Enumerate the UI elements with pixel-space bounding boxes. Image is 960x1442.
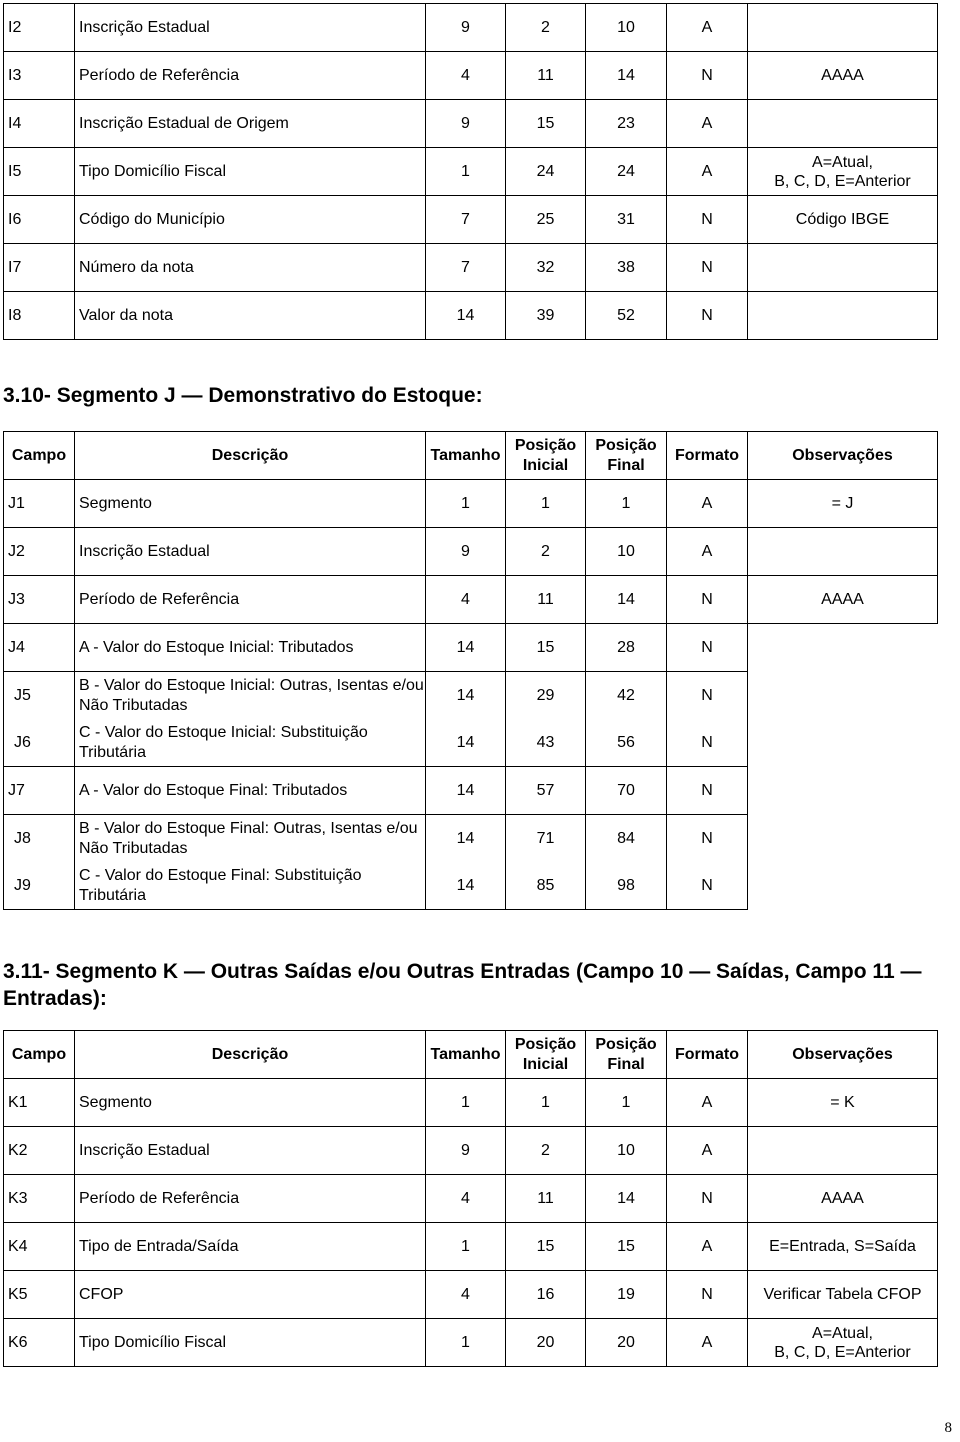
field-description: Valor da nota bbox=[75, 292, 426, 340]
field-size-group bbox=[426, 815, 506, 910]
table-row bbox=[4, 1319, 938, 1367]
field-notes: AAAA bbox=[748, 52, 938, 100]
column-header-posicao-inicial bbox=[506, 1031, 586, 1079]
field-end-position: 52 bbox=[586, 292, 667, 340]
field-size: 9 bbox=[426, 100, 506, 148]
field-start-position: 2 bbox=[506, 1127, 586, 1175]
field-start-position: 2 bbox=[506, 4, 586, 52]
field-code: I5 bbox=[4, 148, 75, 196]
section-heading-segment-j: 3.10- Segmento J — Demonstrativo do Estoque: bbox=[3, 384, 483, 407]
field-start-position: 1 bbox=[506, 1079, 586, 1127]
field-notes: E=Entrada, S=Saída bbox=[748, 1223, 938, 1271]
table-row bbox=[4, 480, 938, 528]
field-notes: AAAA bbox=[748, 1175, 938, 1223]
field-format: N bbox=[701, 686, 713, 704]
field-end-position-group bbox=[586, 815, 667, 910]
field-end-position: 10 bbox=[586, 528, 667, 576]
field-description: Período de Referência bbox=[75, 52, 426, 100]
field-start-position: 16 bbox=[506, 1271, 586, 1319]
field-size: 9 bbox=[426, 1127, 506, 1175]
field-size: 14 bbox=[426, 767, 506, 815]
field-size: 4 bbox=[426, 52, 506, 100]
table-row bbox=[4, 1223, 938, 1271]
field-format: N bbox=[667, 767, 748, 815]
field-description-group bbox=[75, 815, 426, 910]
field-size: 7 bbox=[426, 196, 506, 244]
table-header-row bbox=[4, 432, 938, 480]
column-header-descricao: Descrição bbox=[75, 432, 426, 480]
field-description: C - Valor do Estoque Final: Substituição Tributária bbox=[79, 866, 362, 904]
field-end-position: 10 bbox=[586, 1127, 667, 1175]
table-row-group bbox=[4, 672, 938, 767]
field-start-position: 25 bbox=[506, 196, 586, 244]
field-start-position: 29 bbox=[536, 686, 555, 704]
field-format: N bbox=[701, 829, 713, 847]
field-size: 14 bbox=[426, 292, 506, 340]
field-end-position: 23 bbox=[586, 100, 667, 148]
field-end-position: 20 bbox=[586, 1319, 667, 1367]
field-notes bbox=[748, 528, 938, 576]
column-header-campo: Campo bbox=[4, 1031, 75, 1079]
column-header-posicao-final bbox=[586, 1031, 667, 1079]
field-format: N bbox=[667, 292, 748, 340]
field-format: A bbox=[667, 1127, 748, 1175]
field-code: J3 bbox=[4, 576, 75, 624]
field-format: N bbox=[701, 876, 713, 894]
column-header-observacoes: Observações bbox=[748, 432, 938, 480]
field-code: J1 bbox=[4, 480, 75, 528]
field-size: 4 bbox=[426, 1175, 506, 1223]
field-format: A bbox=[667, 528, 748, 576]
table-row bbox=[4, 1127, 938, 1175]
table-row bbox=[4, 576, 938, 624]
field-code: J6 bbox=[14, 733, 31, 751]
column-header-descricao: Descrição bbox=[75, 1031, 426, 1079]
table-row bbox=[4, 244, 938, 292]
field-size: 14 bbox=[456, 733, 475, 751]
field-notes: = K bbox=[748, 1079, 938, 1127]
column-header-posicao-final bbox=[586, 432, 667, 480]
field-start-position: 11 bbox=[506, 1175, 586, 1223]
column-header-formato: Formato bbox=[667, 432, 748, 480]
table-row bbox=[4, 148, 938, 196]
column-header-tamanho: Tamanho bbox=[426, 1031, 506, 1079]
field-start-position: 57 bbox=[506, 767, 586, 815]
field-description: Inscrição Estadual bbox=[75, 4, 426, 52]
field-notes bbox=[748, 148, 938, 196]
field-end-position: 14 bbox=[586, 52, 667, 100]
field-code-group bbox=[4, 815, 75, 910]
field-start-position: 11 bbox=[506, 576, 586, 624]
field-format: N bbox=[667, 196, 748, 244]
field-notes-line: A=Atual, bbox=[812, 153, 873, 171]
field-code: J9 bbox=[14, 876, 31, 894]
field-description: Segmento bbox=[75, 480, 426, 528]
column-header-tamanho: Tamanho bbox=[426, 432, 506, 480]
field-start-position-group bbox=[506, 815, 586, 910]
table-row bbox=[4, 52, 938, 100]
field-format: A bbox=[667, 148, 748, 196]
field-description: Segmento bbox=[75, 1079, 426, 1127]
header-line: Final bbox=[607, 1055, 645, 1073]
field-code: J2 bbox=[4, 528, 75, 576]
field-size: 4 bbox=[426, 1271, 506, 1319]
field-format-group bbox=[667, 672, 748, 767]
header-line: Posição bbox=[514, 1035, 577, 1053]
field-description: Inscrição Estadual bbox=[75, 528, 426, 576]
field-notes: Verificar Tabela CFOP bbox=[748, 1271, 938, 1319]
field-code: J8 bbox=[14, 829, 31, 847]
field-code: K3 bbox=[4, 1175, 75, 1223]
header-line: Final bbox=[607, 456, 645, 474]
field-format: A bbox=[667, 1223, 748, 1271]
table-row bbox=[4, 624, 938, 672]
field-size: 7 bbox=[426, 244, 506, 292]
field-start-position: 15 bbox=[506, 1223, 586, 1271]
field-code: I4 bbox=[4, 100, 75, 148]
field-start-position: 20 bbox=[506, 1319, 586, 1367]
field-description: Tipo de Entrada/Saída bbox=[75, 1223, 426, 1271]
field-start-position: 85 bbox=[536, 876, 555, 894]
field-code: K1 bbox=[4, 1079, 75, 1127]
field-description: Tipo Domicílio Fiscal bbox=[75, 148, 426, 196]
field-notes: AAAA bbox=[748, 576, 938, 624]
field-code: J4 bbox=[4, 624, 75, 672]
field-notes-empty bbox=[748, 815, 938, 910]
field-start-position: 32 bbox=[506, 244, 586, 292]
field-notes bbox=[748, 767, 938, 815]
table-row bbox=[4, 100, 938, 148]
field-code-group bbox=[4, 672, 75, 767]
field-size: 1 bbox=[426, 480, 506, 528]
field-end-position: 42 bbox=[617, 686, 635, 704]
field-code: K4 bbox=[4, 1223, 75, 1271]
field-size: 14 bbox=[456, 829, 475, 847]
field-end-position-group bbox=[586, 672, 667, 767]
field-code: K2 bbox=[4, 1127, 75, 1175]
table-row bbox=[4, 196, 938, 244]
field-end-position: 15 bbox=[586, 1223, 667, 1271]
field-format: N bbox=[701, 733, 713, 751]
field-size-group bbox=[426, 672, 506, 767]
field-notes bbox=[748, 1127, 938, 1175]
field-notes bbox=[748, 624, 938, 672]
field-start-position: 43 bbox=[536, 733, 555, 751]
field-description: Período de Referência bbox=[75, 576, 426, 624]
field-start-position: 2 bbox=[506, 528, 586, 576]
field-end-position: 14 bbox=[586, 576, 667, 624]
field-end-position: 31 bbox=[586, 196, 667, 244]
field-notes bbox=[748, 1319, 938, 1367]
table-row bbox=[4, 1271, 938, 1319]
field-format: A bbox=[667, 480, 748, 528]
field-notes bbox=[748, 244, 938, 292]
field-format: N bbox=[667, 1271, 748, 1319]
field-description: A - Valor do Estoque Final: Tributados bbox=[75, 767, 426, 815]
field-format: A bbox=[667, 4, 748, 52]
field-start-position-group bbox=[506, 672, 586, 767]
field-notes bbox=[748, 292, 938, 340]
table-header-row bbox=[4, 1031, 938, 1079]
field-notes: = J bbox=[748, 480, 938, 528]
table-row bbox=[4, 1079, 938, 1127]
field-start-position: 15 bbox=[506, 624, 586, 672]
field-format: A bbox=[667, 1319, 748, 1367]
field-end-position: 1 bbox=[586, 480, 667, 528]
field-notes: Código IBGE bbox=[748, 196, 938, 244]
field-end-position: 10 bbox=[586, 4, 667, 52]
segment-j-table bbox=[3, 431, 938, 910]
field-format: N bbox=[667, 624, 748, 672]
field-notes-line: B, C, D, E=Anterior bbox=[774, 172, 911, 190]
field-code: I8 bbox=[4, 292, 75, 340]
section-heading-segment-k: 3.11- Segmento K — Outras Saídas e/ou Outras Entradas (Campo 10 — Saídas, Campo 11 — Entradas): bbox=[3, 960, 922, 1010]
field-end-position: 19 bbox=[586, 1271, 667, 1319]
header-line: Posição bbox=[514, 436, 577, 454]
field-notes bbox=[748, 100, 938, 148]
field-size: 4 bbox=[426, 576, 506, 624]
column-header-campo: Campo bbox=[4, 432, 75, 480]
field-start-position: 39 bbox=[506, 292, 586, 340]
field-size: 9 bbox=[426, 4, 506, 52]
field-size: 14 bbox=[426, 624, 506, 672]
field-start-position: 71 bbox=[536, 829, 555, 847]
field-end-position: 24 bbox=[586, 148, 667, 196]
field-size: 14 bbox=[456, 876, 475, 894]
page-number: 8 bbox=[944, 1420, 952, 1436]
field-end-position: 56 bbox=[617, 733, 635, 751]
header-line: Inicial bbox=[522, 456, 569, 474]
field-format: N bbox=[667, 244, 748, 292]
column-header-posicao-inicial bbox=[506, 432, 586, 480]
table-row-group bbox=[4, 815, 938, 910]
field-notes-empty bbox=[748, 672, 938, 767]
header-line: Inicial bbox=[522, 1055, 569, 1073]
header-line: Posição bbox=[595, 1035, 657, 1053]
table-row bbox=[4, 767, 938, 815]
field-size: 9 bbox=[426, 528, 506, 576]
table-row bbox=[4, 4, 938, 52]
field-start-position: 1 bbox=[506, 480, 586, 528]
field-notes-line: A=Atual, bbox=[812, 1324, 873, 1342]
field-format: A bbox=[667, 100, 748, 148]
field-code: I3 bbox=[4, 52, 75, 100]
field-end-position: 28 bbox=[586, 624, 667, 672]
field-code: K5 bbox=[4, 1271, 75, 1319]
field-start-position: 11 bbox=[506, 52, 586, 100]
column-header-observacoes: Observações bbox=[748, 1031, 938, 1079]
field-size: 1 bbox=[426, 1223, 506, 1271]
field-description: B - Valor do Estoque Final: Outras, Isentas e/ou Não Tributadas bbox=[79, 819, 418, 857]
header-line: Posição bbox=[595, 436, 657, 454]
field-end-position: 70 bbox=[586, 767, 667, 815]
field-start-position: 24 bbox=[506, 148, 586, 196]
field-description: Inscrição Estadual de Origem bbox=[75, 100, 426, 148]
field-code: K6 bbox=[4, 1319, 75, 1367]
field-notes bbox=[748, 4, 938, 52]
field-format: N bbox=[667, 52, 748, 100]
field-code: I7 bbox=[4, 244, 75, 292]
column-header-formato: Formato bbox=[667, 1031, 748, 1079]
field-format: A bbox=[667, 1079, 748, 1127]
field-description: Período de Referência bbox=[75, 1175, 426, 1223]
field-code: J7 bbox=[4, 767, 75, 815]
segment-i-table bbox=[3, 3, 938, 340]
field-size: 1 bbox=[426, 1079, 506, 1127]
field-start-position: 15 bbox=[506, 100, 586, 148]
field-description: B - Valor do Estoque Inicial: Outras, Isentas e/ou Não Tributadas bbox=[79, 676, 424, 714]
field-description: Código do Município bbox=[75, 196, 426, 244]
field-end-position: 98 bbox=[617, 876, 635, 894]
field-code: I2 bbox=[4, 4, 75, 52]
field-format-group bbox=[667, 815, 748, 910]
field-code: J5 bbox=[14, 686, 31, 704]
field-description: Inscrição Estadual bbox=[75, 1127, 426, 1175]
field-end-position: 14 bbox=[586, 1175, 667, 1223]
field-end-position: 84 bbox=[617, 829, 635, 847]
field-format: N bbox=[667, 576, 748, 624]
field-end-position: 38 bbox=[586, 244, 667, 292]
field-description: Tipo Domicílio Fiscal bbox=[75, 1319, 426, 1367]
table-row bbox=[4, 1175, 938, 1223]
field-description: CFOP bbox=[75, 1271, 426, 1319]
segment-k-table bbox=[3, 1030, 938, 1367]
field-notes-line: B, C, D, E=Anterior bbox=[774, 1343, 911, 1361]
field-size: 1 bbox=[426, 148, 506, 196]
field-description-group bbox=[75, 672, 426, 767]
field-description: Número da nota bbox=[75, 244, 426, 292]
field-size: 1 bbox=[426, 1319, 506, 1367]
table-row bbox=[4, 528, 938, 576]
field-end-position: 1 bbox=[586, 1079, 667, 1127]
field-size: 14 bbox=[456, 686, 475, 704]
field-description: A - Valor do Estoque Inicial: Tributados bbox=[75, 624, 426, 672]
field-code: I6 bbox=[4, 196, 75, 244]
field-description: C - Valor do Estoque Inicial: Substituição Tributária bbox=[79, 723, 368, 761]
field-format: N bbox=[667, 1175, 748, 1223]
table-row bbox=[4, 292, 938, 340]
